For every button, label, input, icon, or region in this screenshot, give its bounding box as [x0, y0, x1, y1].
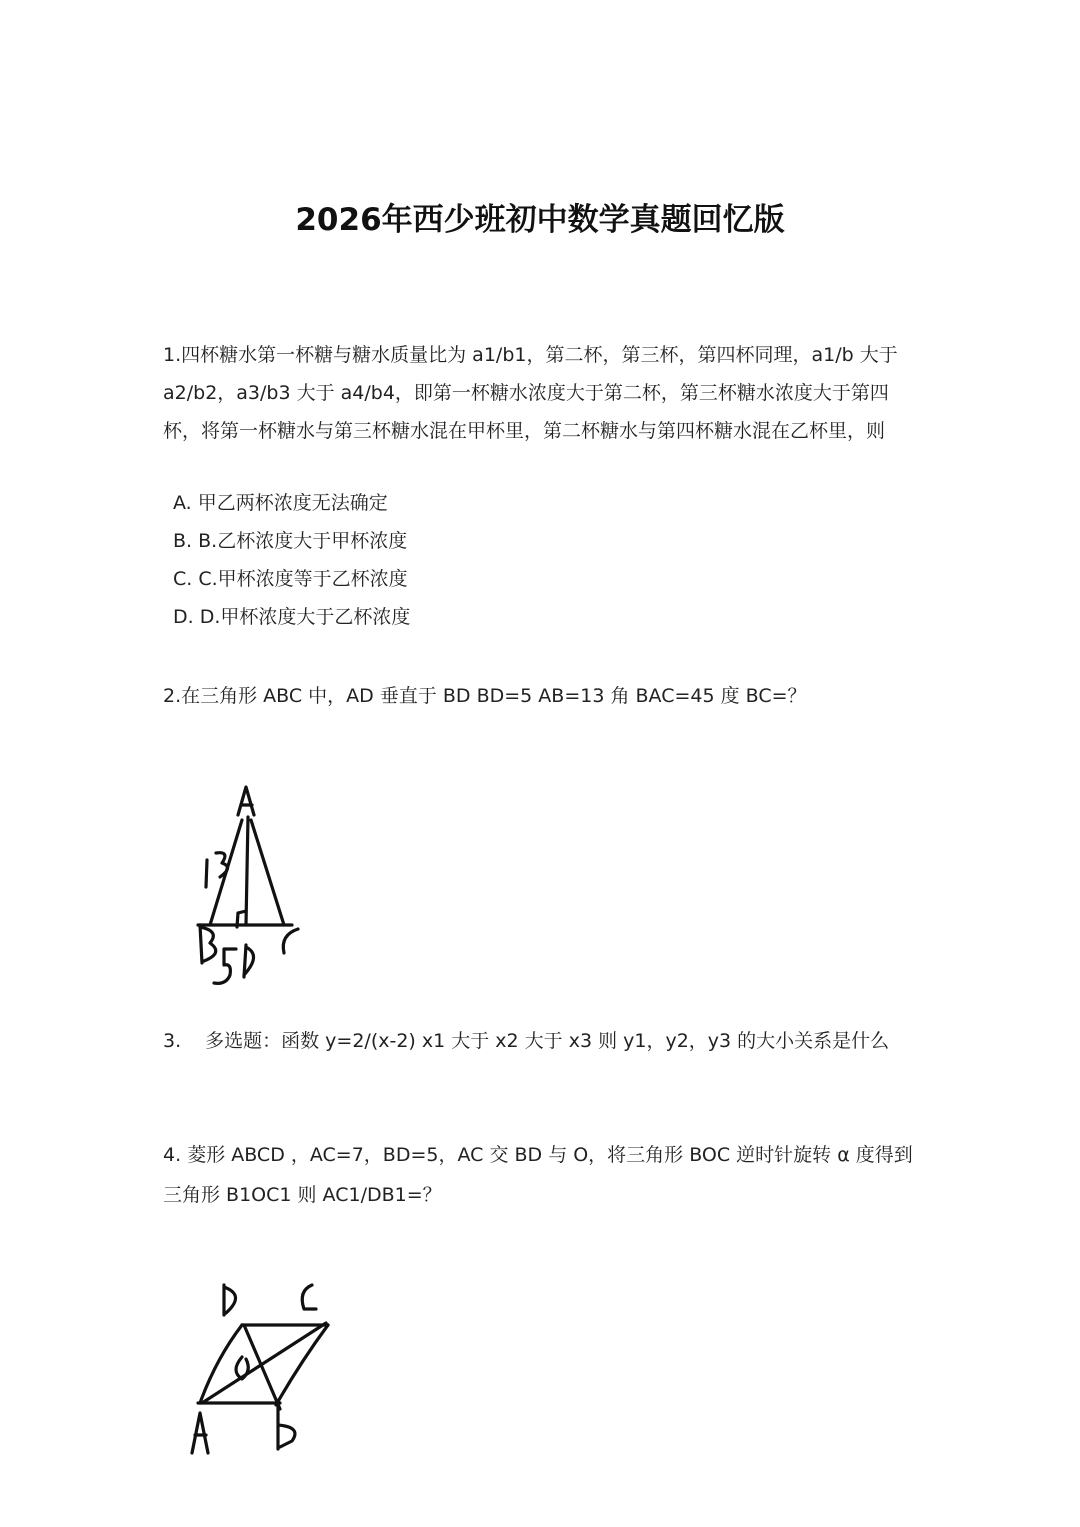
question-number: 3.: [163, 1030, 182, 1052]
question-number: 4.: [163, 1144, 182, 1166]
rhombus-figure: [180, 1275, 350, 1465]
option-c: C. C.甲杯浓度等于乙杯浓度: [173, 568, 408, 590]
question-1-options: [173, 484, 410, 636]
question-text: 在三角形 ABC 中，AD 垂直于 BD BD=5 AB=13 角 BAC=45 度 BC=？: [181, 685, 807, 707]
question-2: [163, 677, 923, 715]
question-3: [163, 1022, 923, 1060]
question-text: 四杯糖水第一杯糖与糖水质量比为 a1/b1，第二杯，第三杯，第四杯同理，a1/b 大于 a2/b2，a3/b3 大于 a4/b4，即第一杯糖水浓度大于第二杯，第三杯糖水浓度大于第四杯，将第一杯糖水与第三杯糖水混在甲杯里，第二杯糖水与第四杯糖水混在乙杯里，则: [163, 344, 898, 442]
question-4: [163, 1135, 923, 1215]
question-number: 1.: [163, 344, 182, 366]
question-1: [163, 336, 923, 450]
page-title: 2026年西少班初中数学真题回忆版: [295, 202, 785, 238]
triangle-figure: [180, 775, 320, 995]
question-number: 2.: [163, 685, 182, 707]
option-b: B. B.乙杯浓度大于甲杯浓度: [173, 530, 408, 552]
question-text: 多选题：函数 y=2/(x-2) x1 大于 x2 大于 x3 则 y1，y2，y3 的大小关系是什么: [205, 1030, 890, 1052]
option-a: A. 甲乙两杯浓度无法确定: [173, 492, 388, 514]
question-text: 菱形 ABCD ，AC=7，BD=5，AC 交 BD 与 O，将三角形 BOC 逆时针旋转 α 度得到三角形 B1OC1 则 AC1/DB1=？: [163, 1144, 913, 1206]
option-d: D. D.甲杯浓度大于乙杯浓度: [173, 606, 411, 628]
